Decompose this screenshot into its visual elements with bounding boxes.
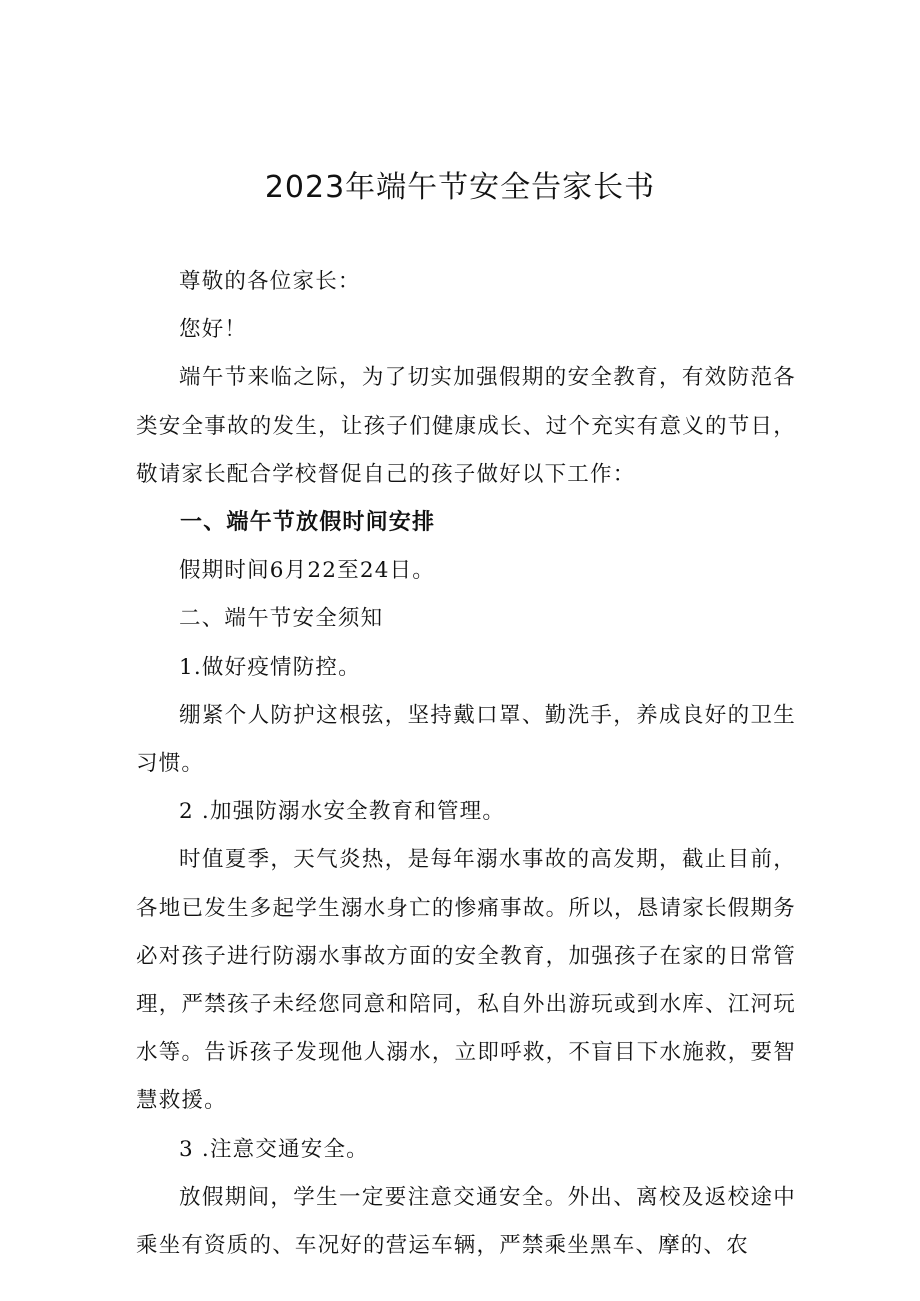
section-1-heading: 一、端午节放假时间安排: [180, 510, 436, 536]
greeting: 您好！: [179, 317, 248, 343]
document-body: [136, 258, 796, 1270]
document-title: 2023年端午节安全告家长书: [264, 170, 656, 205]
item-2-title: 2 .加强防溺水安全教育和管理。: [179, 799, 506, 825]
item-1-body: 绷紧个人防护这根弦，坚持戴口罩、勤洗手，养成良好的卫生习惯。: [136, 702, 796, 777]
salutation: 尊敬的各位家长：: [179, 269, 361, 294]
intro-paragraph: 端午节来临之际，为了切实加强假期的安全教育，有效防范各类安全事故的发生，让孩子们健康成长、过个充实有意义的节日，敬请家长配合学校督促自己的孩子做好以下工作：: [136, 365, 796, 487]
item-1-title: 1.做好疫情防控。: [179, 654, 361, 680]
item-3-body: 放假期间，学生一定要注意交通安全。外出、离校及返校途中乘坐有资质的、车况好的营运车辆，严禁乘坐黑车、摩的、农: [136, 1184, 796, 1259]
item-2-body: 时值夏季，天气炎热，是每年溺水事故的高发期，截止目前，各地已发生多起学生溺水身亡的惨痛事故。所以，恳请家长假期务必对孩子进行防溺水事故方面的安全教育，加强孩子在家的日常管理，严禁孩子未经您同意和陪同，私自外出游玩或到水库、江河玩水等。告诉孩子发现他人溺水，立即呼救，不盲目下水施救，要智慧救援。: [136, 847, 796, 1114]
holiday-dates-paragraph: 假期时间6月22至24日。: [179, 558, 435, 584]
section-2-heading: 二、端午节安全须知: [179, 606, 384, 632]
item-3-title: 3 .注意交通安全。: [179, 1136, 369, 1162]
